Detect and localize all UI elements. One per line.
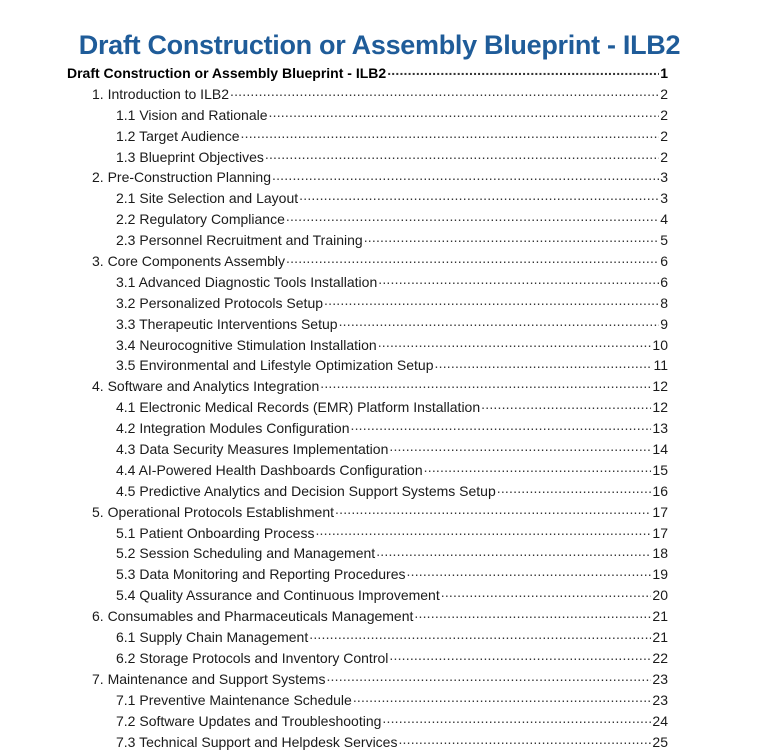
toc-entry-page-number: 6 [660, 253, 668, 270]
toc-entry-label: 3.1 Advanced Diagnostic Tools Installation [116, 273, 378, 290]
toc-entry-label: 6.1 Supply Chain Management [116, 629, 309, 646]
toc-entry-section[interactable] [67, 606, 668, 627]
toc-entry-page-number: 12 [652, 378, 668, 395]
toc-entry-label: 7. Maintenance and Support Systems [92, 670, 326, 687]
toc-entry-page-number: 15 [652, 461, 668, 478]
toc-entry-page-number: 11 [653, 357, 668, 374]
toc-entry-page-number: 8 [660, 294, 668, 311]
toc-entry-label: 4.4 AI-Powered Health Dashboards Configuration [116, 461, 423, 478]
toc-entry-page-number: 6 [660, 273, 668, 290]
toc-entry-label: 1.1 Vision and Rationale [116, 106, 268, 123]
toc-entry-page-number: 17 [652, 503, 668, 520]
dot-leader [299, 189, 659, 203]
dot-leader [376, 544, 651, 558]
toc-entry-subsection[interactable] [67, 627, 668, 648]
dot-leader [230, 85, 659, 99]
toc-entry-subsection[interactable] [67, 648, 668, 669]
toc-entry-label: 4.3 Data Security Measures Implementation [116, 441, 389, 458]
dot-leader [364, 231, 660, 245]
toc-entry-label: 5.3 Data Monitoring and Reporting Procedures [116, 566, 406, 583]
dot-leader [378, 273, 659, 287]
toc-entry-subsection[interactable] [67, 711, 668, 732]
toc-entry-label: 4.1 Electronic Medical Records (EMR) Platform Installation [116, 399, 481, 416]
dot-leader [286, 210, 659, 224]
toc-entry-subsection[interactable] [67, 293, 668, 314]
toc-entry-page-number: 21 [652, 629, 668, 646]
toc-entry-section[interactable] [67, 669, 668, 690]
toc-entry-page-number: 2 [660, 127, 668, 144]
dot-leader [389, 440, 651, 454]
dot-leader [241, 127, 660, 141]
toc-entry-page-number: 9 [660, 315, 668, 332]
dot-leader [497, 482, 652, 496]
toc-entry-subsection[interactable] [67, 523, 668, 544]
dot-leader [441, 586, 652, 600]
toc-entry-label: 1.2 Target Audience [116, 127, 240, 144]
toc-entry-page-number: 2 [660, 106, 668, 123]
document-title: Draft Construction or Assembly Blueprint - ILB2 [78, 30, 681, 61]
toc-entry-label: 5.2 Session Scheduling and Management [116, 545, 376, 562]
dot-leader [324, 294, 659, 308]
toc-entry-page-number: 3 [660, 190, 668, 207]
toc-entry-page-number: 24 [652, 712, 668, 729]
toc-entry-subsection[interactable] [67, 564, 668, 585]
dot-leader [320, 377, 651, 391]
toc-entry-label: 2.1 Site Selection and Layout [116, 190, 299, 207]
toc-entry-page-number: 5 [660, 232, 668, 249]
toc-entry-page-number: 1 [660, 65, 668, 81]
dot-leader [407, 565, 652, 579]
toc-entry-page-number: 16 [652, 482, 668, 499]
toc-entry-label: 1. Introduction to ILB2 [92, 85, 229, 102]
toc-entry-page-number: 23 [652, 670, 668, 687]
toc-entry-label: 5.4 Quality Assurance and Continuous Improvement [116, 587, 440, 604]
toc-entry-label: 4. Software and Analytics Integration [92, 378, 320, 395]
dot-leader [269, 106, 660, 120]
toc-entry-title[interactable] [67, 63, 668, 84]
toc-entry-label: 3.3 Therapeutic Interventions Setup [116, 315, 338, 332]
dot-leader [435, 356, 653, 370]
table-of-contents [67, 63, 668, 752]
toc-entry-subsection[interactable] [67, 732, 668, 753]
toc-entry-subsection[interactable] [67, 397, 668, 418]
toc-entry-section[interactable] [67, 84, 668, 105]
toc-entry-page-number: 14 [652, 441, 668, 458]
toc-entry-subsection[interactable] [67, 355, 668, 376]
toc-entry-label: Draft Construction or Assembly Blueprint - ILB2 [67, 65, 387, 81]
toc-entry-subsection[interactable] [67, 543, 668, 564]
dot-leader [335, 503, 651, 517]
toc-entry-page-number: 18 [652, 545, 668, 562]
toc-entry-subsection[interactable] [67, 418, 668, 439]
toc-entry-label: 6.2 Storage Protocols and Inventory Control [116, 649, 389, 666]
toc-entry-subsection[interactable] [67, 272, 668, 293]
dot-leader [350, 419, 651, 433]
toc-entry-page-number: 4 [660, 211, 668, 228]
dot-leader [382, 712, 651, 726]
dot-leader [387, 64, 659, 78]
dot-leader [414, 607, 651, 621]
dot-leader [389, 649, 651, 663]
dot-leader [353, 691, 652, 705]
toc-entry-label: 2.2 Regulatory Compliance [116, 211, 285, 228]
dot-leader [315, 524, 651, 538]
toc-entry-page-number: 19 [652, 566, 668, 583]
toc-entry-page-number: 23 [652, 691, 668, 708]
toc-entry-subsection[interactable] [67, 585, 668, 606]
toc-entry-page-number: 3 [660, 169, 668, 186]
toc-entry-page-number: 20 [652, 587, 668, 604]
toc-entry-subsection[interactable] [67, 439, 668, 460]
toc-entry-section[interactable] [67, 167, 668, 188]
toc-entry-label: 3.4 Neurocognitive Stimulation Installation [116, 336, 377, 353]
toc-entry-section[interactable] [67, 376, 668, 397]
toc-entry-page-number: 12 [652, 399, 668, 416]
toc-entry-label: 5.1 Patient Onboarding Process [116, 524, 315, 541]
toc-entry-page-number: 22 [652, 649, 668, 666]
toc-entry-page-number: 17 [652, 524, 668, 541]
toc-entry-label: 7.1 Preventive Maintenance Schedule [116, 691, 352, 708]
dot-leader [424, 461, 652, 475]
toc-entry-subsection[interactable] [67, 126, 668, 147]
toc-entry-section[interactable] [67, 251, 668, 272]
toc-entry-subsection[interactable] [67, 460, 668, 481]
toc-entry-subsection[interactable] [67, 314, 668, 335]
toc-entry-page-number: 21 [652, 608, 668, 625]
toc-entry-label: 1.3 Blueprint Objectives [116, 148, 264, 165]
dot-leader [272, 168, 659, 182]
dot-leader [339, 315, 660, 329]
toc-entry-page-number: 10 [652, 336, 668, 353]
dot-leader [326, 670, 651, 684]
dot-leader [481, 398, 651, 412]
toc-entry-label: 3.2 Personalized Protocols Setup [116, 294, 324, 311]
dot-leader [309, 628, 651, 642]
toc-entry-label: 5. Operational Protocols Establishment [92, 503, 335, 520]
toc-entry-label: 3. Core Components Assembly [92, 253, 285, 270]
toc-entry-subsection[interactable] [67, 209, 668, 230]
toc-entry-label: 7.2 Software Updates and Troubleshooting [116, 712, 382, 729]
toc-entry-label: 2.3 Personnel Recruitment and Training [116, 232, 363, 249]
dot-leader [286, 252, 659, 266]
toc-entry-label: 4.2 Integration Modules Configuration [116, 420, 350, 437]
toc-entry-label: 6. Consumables and Pharmaceuticals Management [92, 608, 414, 625]
dot-leader [398, 733, 651, 747]
toc-entry-subsection[interactable] [67, 481, 668, 502]
toc-entry-subsection[interactable] [67, 147, 668, 168]
dot-leader [265, 148, 659, 162]
toc-entry-label: 3.5 Environmental and Lifestyle Optimization Setup [116, 357, 434, 374]
toc-entry-subsection[interactable] [67, 690, 668, 711]
toc-entry-subsection[interactable] [67, 230, 668, 251]
toc-entry-label: 4.5 Predictive Analytics and Decision Support Systems Setup [116, 482, 496, 499]
toc-entry-section[interactable] [67, 502, 668, 523]
toc-entry-subsection[interactable] [67, 188, 668, 209]
toc-entry-label: 7.3 Technical Support and Helpdesk Services [116, 733, 398, 750]
toc-entry-subsection[interactable] [67, 335, 668, 356]
toc-entry-page-number: 2 [660, 85, 668, 102]
toc-entry-page-number: 2 [660, 148, 668, 165]
toc-entry-subsection[interactable] [67, 105, 668, 126]
dot-leader [378, 336, 652, 350]
toc-entry-page-number: 13 [652, 420, 668, 437]
toc-entry-page-number: 25 [652, 733, 668, 750]
toc-entry-label: 2. Pre-Construction Planning [92, 169, 271, 186]
